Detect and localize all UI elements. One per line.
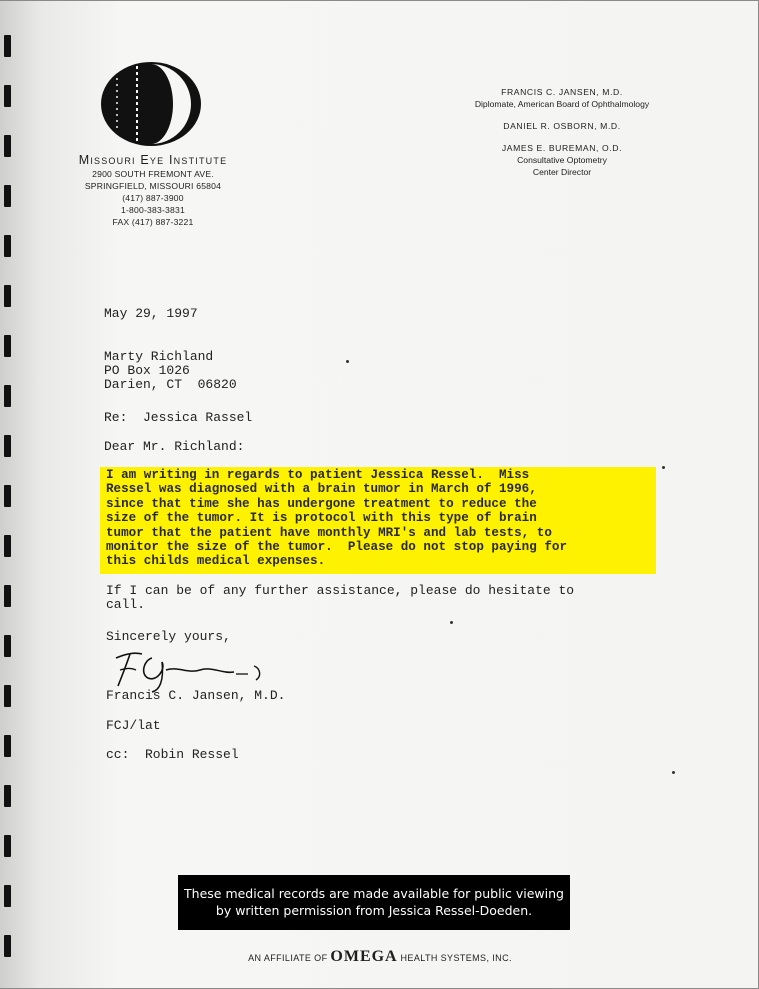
binder-hole: [4, 585, 11, 607]
public-viewing-notice: [178, 875, 570, 930]
paragraph-line: tumor that the patient have monthly MRI's and lab tests, to: [106, 525, 552, 540]
institute-block: [58, 152, 248, 228]
binder-hole: [4, 35, 11, 57]
recipient-line: Marty Richland: [104, 349, 214, 364]
paragraph-line: Ressel was diagnosed with a brain tumor in March of 1996,: [106, 482, 537, 497]
binder-hole: [4, 535, 11, 557]
binder-hole: [4, 785, 11, 807]
binder-hole: [4, 285, 11, 307]
binder-hole: [4, 335, 11, 357]
salutation: Dear Mr. Richland:: [104, 439, 245, 454]
paragraph-line: monitor the size of the tumor. Please do not stop paying for: [106, 540, 568, 555]
paragraph-line: call.: [106, 597, 146, 613]
binder-hole: [4, 885, 11, 907]
recipient-line: PO Box 1026: [104, 363, 190, 379]
binder-hole: [4, 435, 11, 457]
binder-hole: [4, 385, 11, 407]
scan-speck: [662, 466, 665, 469]
institute-tollfree: 1-800-383-3831: [121, 205, 185, 215]
paragraph-line: since that time she has undergone treatment to reduce the: [106, 496, 537, 511]
notice-line: by written permission from Jessica Ressel-Doeden.: [215, 903, 533, 918]
footer-brand: OMEGA: [330, 948, 398, 965]
signed-name: Francis C. Jansen, M.D.: [106, 688, 286, 703]
binder-hole: [4, 85, 11, 107]
paragraph-line: this childs medical expenses.: [106, 554, 326, 569]
binder-hole: [4, 235, 11, 257]
scan-speck: [450, 621, 453, 624]
paragraph-line: I am writing in regards to patient Jessica Ressel. Miss: [106, 468, 530, 482]
typist-initials: FCJ/lat: [106, 718, 161, 733]
binder-hole: [4, 735, 11, 757]
eye-institute-logo: [97, 58, 205, 150]
institute-name: Missouri Eye Institute: [78, 153, 228, 167]
highlighted-paragraph: [106, 468, 654, 569]
binder-hole: [4, 135, 11, 157]
staff-name: FRANCIS C. JANSEN, M.D.: [501, 87, 623, 97]
binder-hole: [4, 685, 11, 707]
institute-street: 2900 SOUTH FREMONT AVE.: [92, 169, 214, 179]
institute-phone: (417) 887-3900: [122, 193, 184, 203]
binder-hole: [4, 935, 11, 957]
assistance-paragraph: [106, 584, 574, 612]
staff-title: Center Director: [532, 167, 592, 177]
institute-fax: FAX (417) 887-3221: [112, 217, 194, 227]
staff-title: Diplomate, American Board of Ophthalmology: [474, 99, 650, 109]
scan-speck: [346, 360, 349, 363]
binder-hole: [4, 835, 11, 857]
paragraph-line: size of the tumor. It is protocol with this type of brain: [106, 511, 537, 526]
recipient-line: Darien, CT 06820: [104, 377, 237, 393]
paragraph-line: If I can be of any further assistance, please do hesitate to: [106, 583, 575, 598]
staff-name: JAMES E. BUREMAN, O.D.: [501, 143, 623, 153]
staff-title: Consultative Optometry: [517, 155, 607, 165]
recipient-address: [104, 350, 237, 393]
staff-name: DANIEL R. OSBORN, M.D.: [503, 121, 621, 131]
binder-hole: [4, 185, 11, 207]
notice-line: These medical records are made available for public viewing: [184, 886, 564, 901]
staff-block: [442, 86, 682, 178]
carbon-copy: cc: Robin Ressel: [106, 747, 239, 762]
affiliate-footer: [150, 948, 610, 966]
binder-hole: [4, 635, 11, 657]
closing: Sincerely yours,: [106, 629, 231, 644]
binder-holes: [4, 30, 12, 980]
footer-prefix: AN AFFILIATE OF: [248, 953, 328, 963]
letter-date: May 29, 1997: [104, 306, 198, 321]
subject-line: Re: Jessica Rassel: [104, 410, 253, 425]
binder-hole: [4, 485, 11, 507]
scan-speck: [672, 771, 675, 774]
footer-suffix: HEALTH SYSTEMS, INC.: [400, 953, 512, 963]
institute-city: SPRINGFIELD, MISSOURI 65804: [84, 181, 222, 191]
